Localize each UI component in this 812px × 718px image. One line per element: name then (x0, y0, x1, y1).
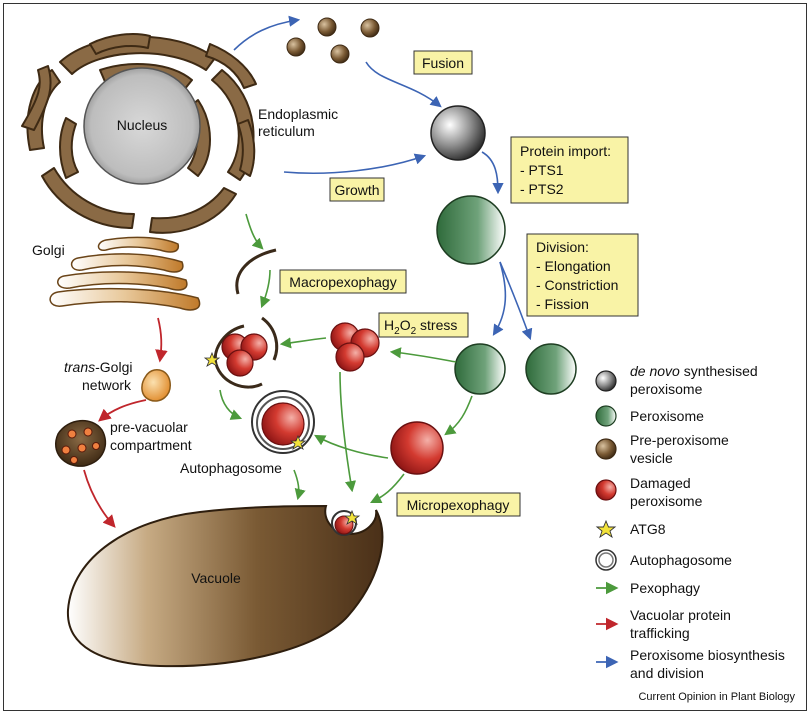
legend-damaged-line2: peroxisome (630, 493, 703, 509)
vacuole-label: Vacuole (191, 570, 241, 586)
autophagosome (252, 391, 314, 453)
blue-arrow-division-left (494, 262, 505, 334)
green-arrow-damaged-to-autophagosome (316, 436, 388, 458)
mature-peroxisome (437, 196, 505, 264)
protein-import-item: - PTS1 (520, 162, 564, 178)
protein-import-item: - PTS2 (520, 181, 564, 197)
damaged-peroxisome-cluster (331, 323, 379, 371)
growth-label: Growth (334, 182, 380, 198)
legend-pre-peroxisome-swatch (596, 439, 616, 459)
legend-pre-peroxisome-line2: vesicle (630, 450, 673, 466)
red-arrow-tgn-to-pvc (100, 400, 146, 420)
green-arrow-to-damaged (446, 396, 472, 434)
legend-pre-peroxisome-line1: Pre-peroxisome (630, 432, 729, 448)
pre-vacuolar-compartment (56, 421, 106, 467)
protein-import-title: Protein import: (520, 143, 612, 159)
legend-damaged-swatch (596, 480, 616, 500)
daughter-peroxisome-left (455, 344, 505, 394)
division-title: Division: (536, 239, 589, 255)
journal-credit: Current Opinion in Plant Biology (638, 691, 795, 703)
golgi-label: Golgi (32, 242, 65, 258)
pre-peroxisome-vesicles (287, 18, 379, 63)
damaged-peroxisome (391, 422, 443, 474)
h2o2-stress-label: $H_2O_2$ stress (384, 317, 458, 337)
micropexophagy-label: Micropexophagy (406, 497, 510, 513)
green-arrow-to-autophagosome (220, 390, 240, 418)
engulfing-autophagosome (205, 318, 277, 387)
micropexophagy-invagination (332, 511, 359, 535)
legend-de-novo-line2: peroxisome (630, 381, 703, 397)
division-item: - Constriction (536, 277, 619, 293)
legend-vpt-line2: trafficking (630, 625, 690, 641)
autophagosome-label: Autophagosome (180, 460, 282, 476)
legend-atg8: ATG8 (630, 521, 666, 537)
tgn-label-line2: network (82, 377, 132, 393)
legend-de-novo-swatch (596, 371, 616, 391)
tgn-label-line1: trans-Golgi (64, 359, 133, 375)
green-arrow-to-engulfing (262, 270, 270, 306)
de-novo-peroxisome (431, 106, 485, 160)
red-arrow-golgi-to-tgn (158, 318, 161, 360)
legend-biosynthesis-line1: Peroxisome biosynthesis (630, 647, 785, 663)
pvc-label-line2: compartment (110, 437, 192, 453)
legend-autophagosome: Autophagosome (630, 552, 732, 568)
legend-peroxisome-swatch (596, 406, 616, 426)
green-arrow-cluster-to-engulfing (282, 338, 326, 344)
division-item: - Elongation (536, 258, 611, 274)
blue-arrow-growth (284, 156, 424, 173)
pvc-label-line1: pre-vacuolar (110, 419, 188, 435)
fusion-label: Fusion (421, 55, 465, 71)
legend (596, 363, 785, 681)
green-arrow-stress-to-cluster (392, 352, 456, 362)
legend-biosynthesis-line2: and division (630, 665, 704, 681)
trans-golgi-network (142, 370, 170, 401)
macropexophagy-label: Macropexophagy (289, 274, 397, 290)
daughter-peroxisome-right (526, 344, 576, 394)
legend-de-novo-line1: de novo synthesised (630, 363, 758, 379)
er-label-line2: reticulum (258, 123, 315, 139)
green-arrow-cluster-to-vacuole (340, 372, 352, 490)
legend-vpt-line1: Vacuolar protein (630, 607, 731, 623)
division-item: - Fission (536, 296, 589, 312)
red-arrow-pvc-to-vacuole (84, 470, 114, 526)
legend-atg8-star-icon (597, 521, 615, 537)
blue-arrow-protein-import (482, 152, 498, 192)
legend-peroxisome: Peroxisome (630, 408, 704, 424)
green-arrow-autophagosome-to-vacuole (294, 470, 299, 498)
legend-damaged-line1: Damaged (630, 475, 691, 491)
er-label-line1: Endoplasmic (258, 106, 339, 122)
golgi-stack (50, 237, 199, 309)
green-arrow-er-to-phagophore (246, 214, 262, 248)
legend-pexophagy: Pexophagy (630, 580, 701, 596)
nucleus-label: Nucleus (116, 117, 168, 133)
